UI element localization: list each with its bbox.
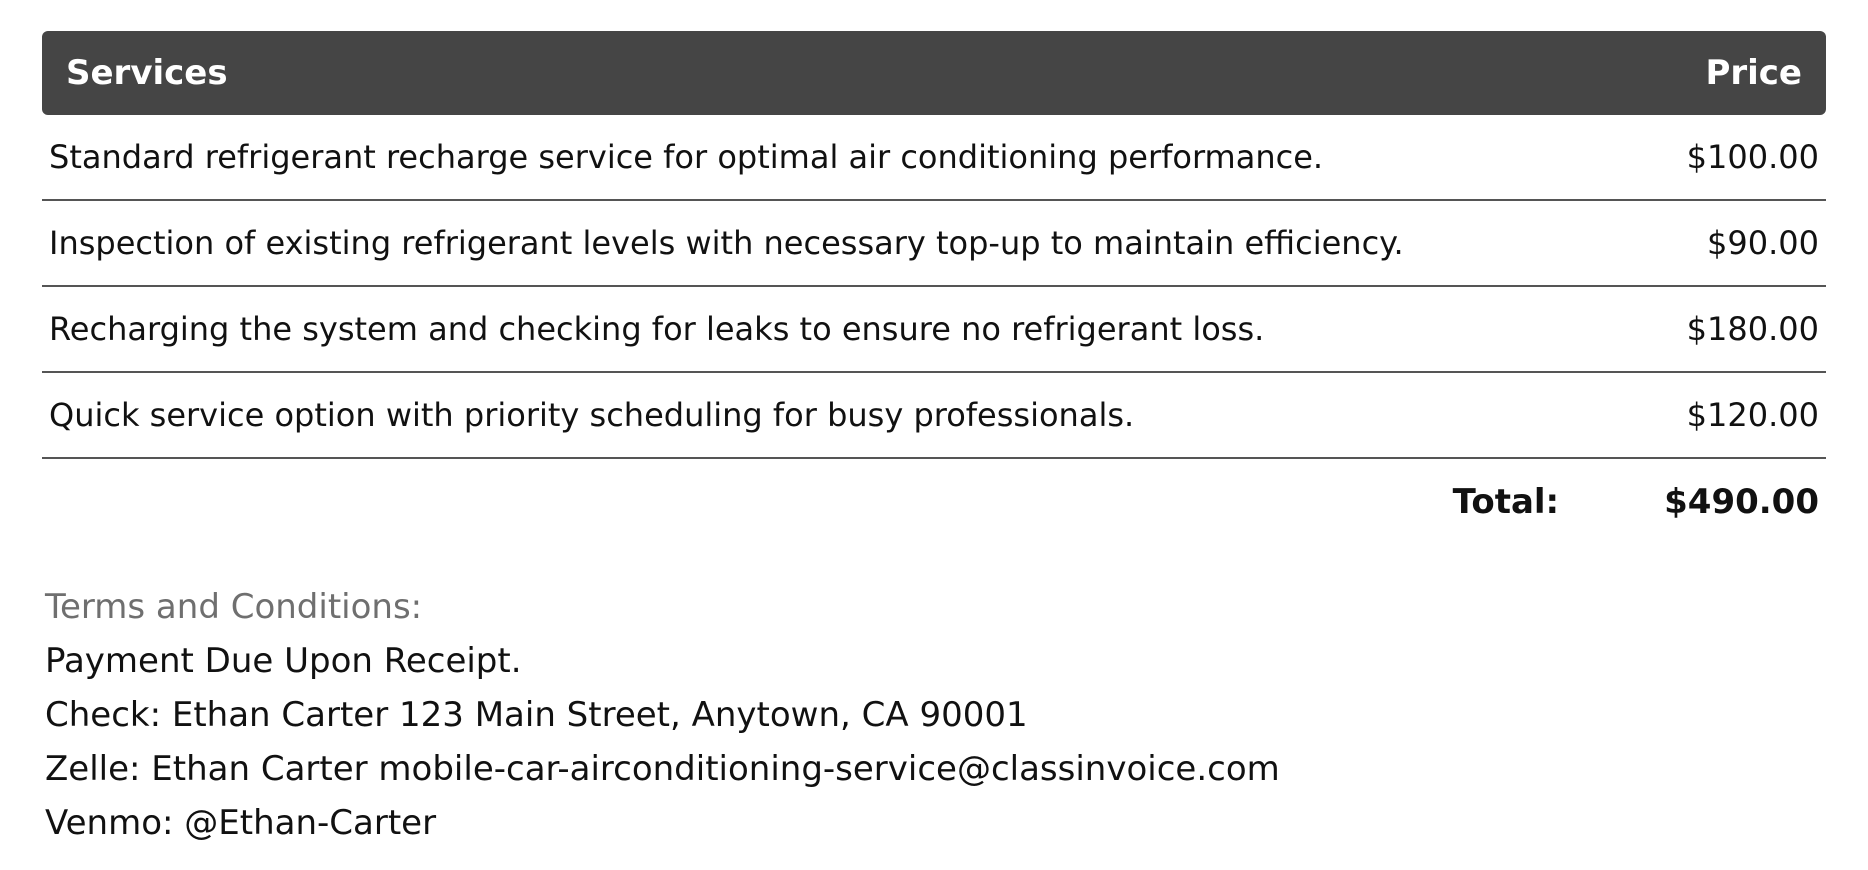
total-label: Total: xyxy=(1452,482,1560,522)
service-price: $180.00 xyxy=(1686,310,1819,348)
service-description: Inspection of existing refrigerant levels with necessary top-up to maintain efficiency. xyxy=(49,224,1404,262)
service-price: $120.00 xyxy=(1686,396,1819,434)
table-row xyxy=(42,287,1826,373)
total-value: $490.00 xyxy=(1664,482,1819,522)
terms-line-venmo: Venmo: @Ethan-Carter xyxy=(45,803,437,843)
price-column-header: Price xyxy=(1705,53,1802,93)
terms-line-payment-due: Payment Due Upon Receipt. xyxy=(45,641,522,681)
total-row xyxy=(42,459,1826,545)
service-description: Recharging the system and checking for leaks to ensure no refrigerant loss. xyxy=(49,310,1265,348)
table-row xyxy=(42,201,1826,287)
service-description: Quick service option with priority scheduling for busy professionals. xyxy=(49,396,1135,434)
services-column-header: Services xyxy=(66,53,228,93)
terms-line-check: Check: Ethan Carter 123 Main Street, Anytown, CA 90001 xyxy=(45,695,1028,735)
service-price: $100.00 xyxy=(1686,138,1819,176)
service-price: $90.00 xyxy=(1707,224,1819,262)
services-table xyxy=(42,31,1826,545)
terms-line-zelle: Zelle: Ethan Carter mobile-car-airconditioning-service@classinvoice.com xyxy=(45,749,1280,789)
table-row xyxy=(42,373,1826,459)
table-header xyxy=(42,31,1826,115)
terms-section xyxy=(45,580,1280,850)
service-description: Standard refrigerant recharge service for optimal air conditioning performance. xyxy=(49,138,1324,176)
table-row xyxy=(42,115,1826,201)
terms-title: Terms and Conditions: xyxy=(45,587,423,627)
